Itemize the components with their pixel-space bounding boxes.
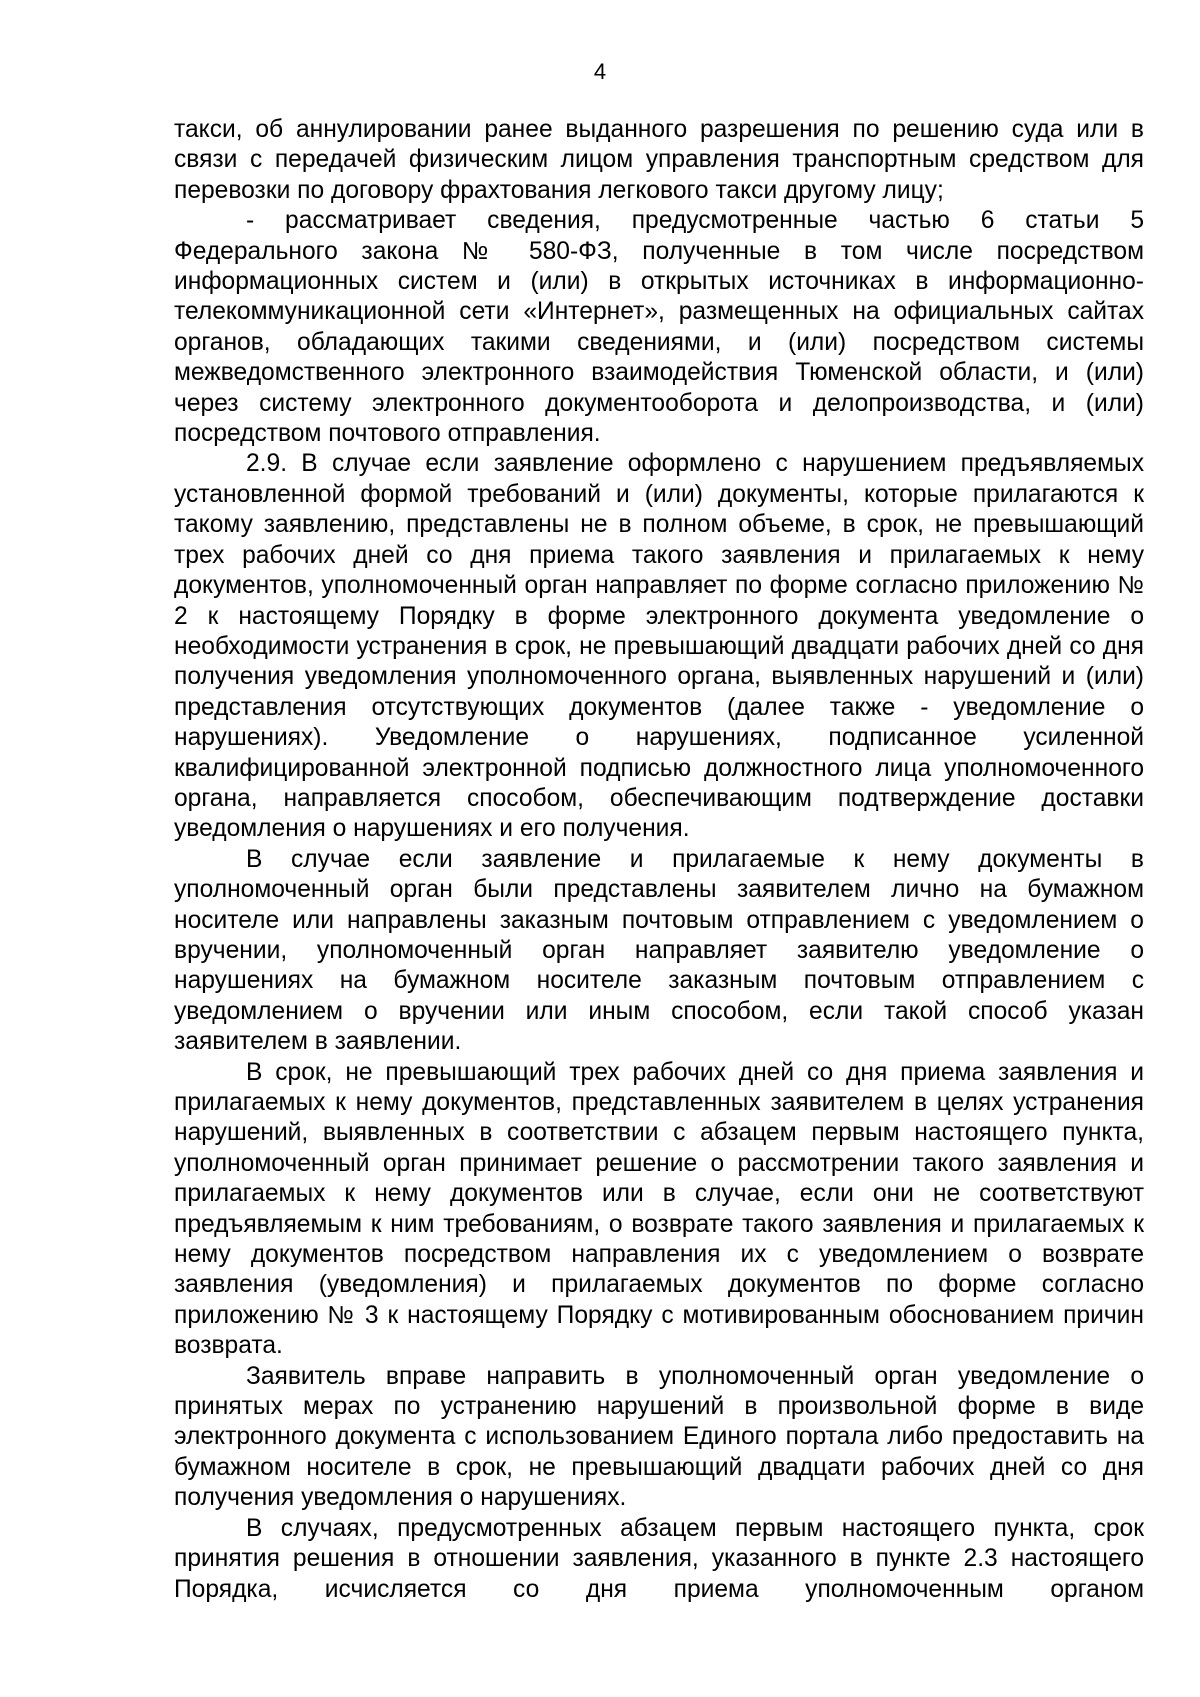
paragraph-deadline-calculation: В случаях, предусмотренных абзацем первым настоящего пункта, срок принятия решения в отношении заявления, указанного в пункте 2.3 настоящего Порядка, исчисляется со дня приема уполномоченным органом bbox=[174, 1514, 1144, 1603]
paragraph-three-days-decision: В срок, не превышающий трех рабочих дней со дня приема заявления и прилагаемых к нему документов, представленных заявителем в целях устранения нарушений, выявленных в соответствии с абзацем первым настоящего пункта, уполномоченный орган принимает решение о рассмотрении такого заявления и прилагаемых к нему документов или в случае, если они не соответствуют предъявляемым к ним требованиям, о возврате такого заявления и прилагаемых к нему документов посредством направления их с уведомлением о возврате заявления (уведомления) и прилагаемых документов по форме согласно приложению № 3 к настоящему Порядку с мотивированным обоснованием причин возврата. bbox=[174, 1058, 1144, 1360]
paragraph-2-9: 2.9. В случае если заявление оформлено с нарушением предъявляемых установленной формой требований и (или) документы, которые прилагаются к такому заявлению, представлены не в полном объеме, в срок, не превышающий трех рабочих дней со дня приема такого заявления и прилагаемых к нему документов, уполномоченный орган направляет по форме согласно приложению № 2 к настоящему Порядку в форме электронного документа уведомление о необходимости устранения в срок, не превышающий двадцати рабочих дней со дня получения уведомления уполномоченного органа, выявленных нарушений и (или) представления отсутствующих документов (далее также - уведомление о нарушениях). Уведомление о нарушениях, подписанное усиленной квалифицированной электронной подписью должностного лица уполномоченного органа, направляется способом, обеспечивающим подтверждение доставки уведомления о нарушениях и его получения. bbox=[174, 450, 1144, 843]
page-number: 4 bbox=[593, 59, 607, 84]
paragraph-applicant-notice: Заявитель вправе направить в уполномоченный орган уведомление о принятых мерах по устранению нарушений в произвольной форме в виде электронного документа с использованием Единого портала либо предоставить на бумажном носителе в срок, не превышающий двадцати рабочих дней со дня получения уведомления о нарушениях. bbox=[174, 1362, 1144, 1512]
paragraph-paper-submission: В случае если заявление и прилагаемые к нему документы в уполномоченный орган были представлены заявителем лично на бумажном носителе или направлены заказным почтовым отправлением с уведомлением о вручении, уполномоченный орган направляет заявителю уведомление о нарушениях на бумажном носителе заказным почтовым отправлением с уведомлением о вручении или иным способом, если такой способ указан заявителем в заявлении. bbox=[174, 845, 1144, 1056]
paragraph-taxi-continuation: такси, об аннулировании ранее выданного разрешения по решению суда или в связи с передачей физическим лицом управления транспортным средством для перевозки по договору фрахтования легкового такси другому лицу; bbox=[174, 116, 1144, 204]
page-body bbox=[174, 115, 1144, 1605]
paragraph-reviews-information: - рассматривает сведения, предусмотренные частью 6 статьи 5 Федерального закона № 580-ФЗ, полученные в том числе посредством информационных систем и (или) в открытых источниках в информационно-телекоммуникационной сети «Интернет», размещенных на официальных сайтах органов, обладающих такими сведениями, и (или) посредством системы межведомственного электронного взаимодействия Тюменской области, и (или) через систему электронного документооборота и делопроизводства, и (или) посредством почтового отправления. bbox=[174, 207, 1144, 448]
